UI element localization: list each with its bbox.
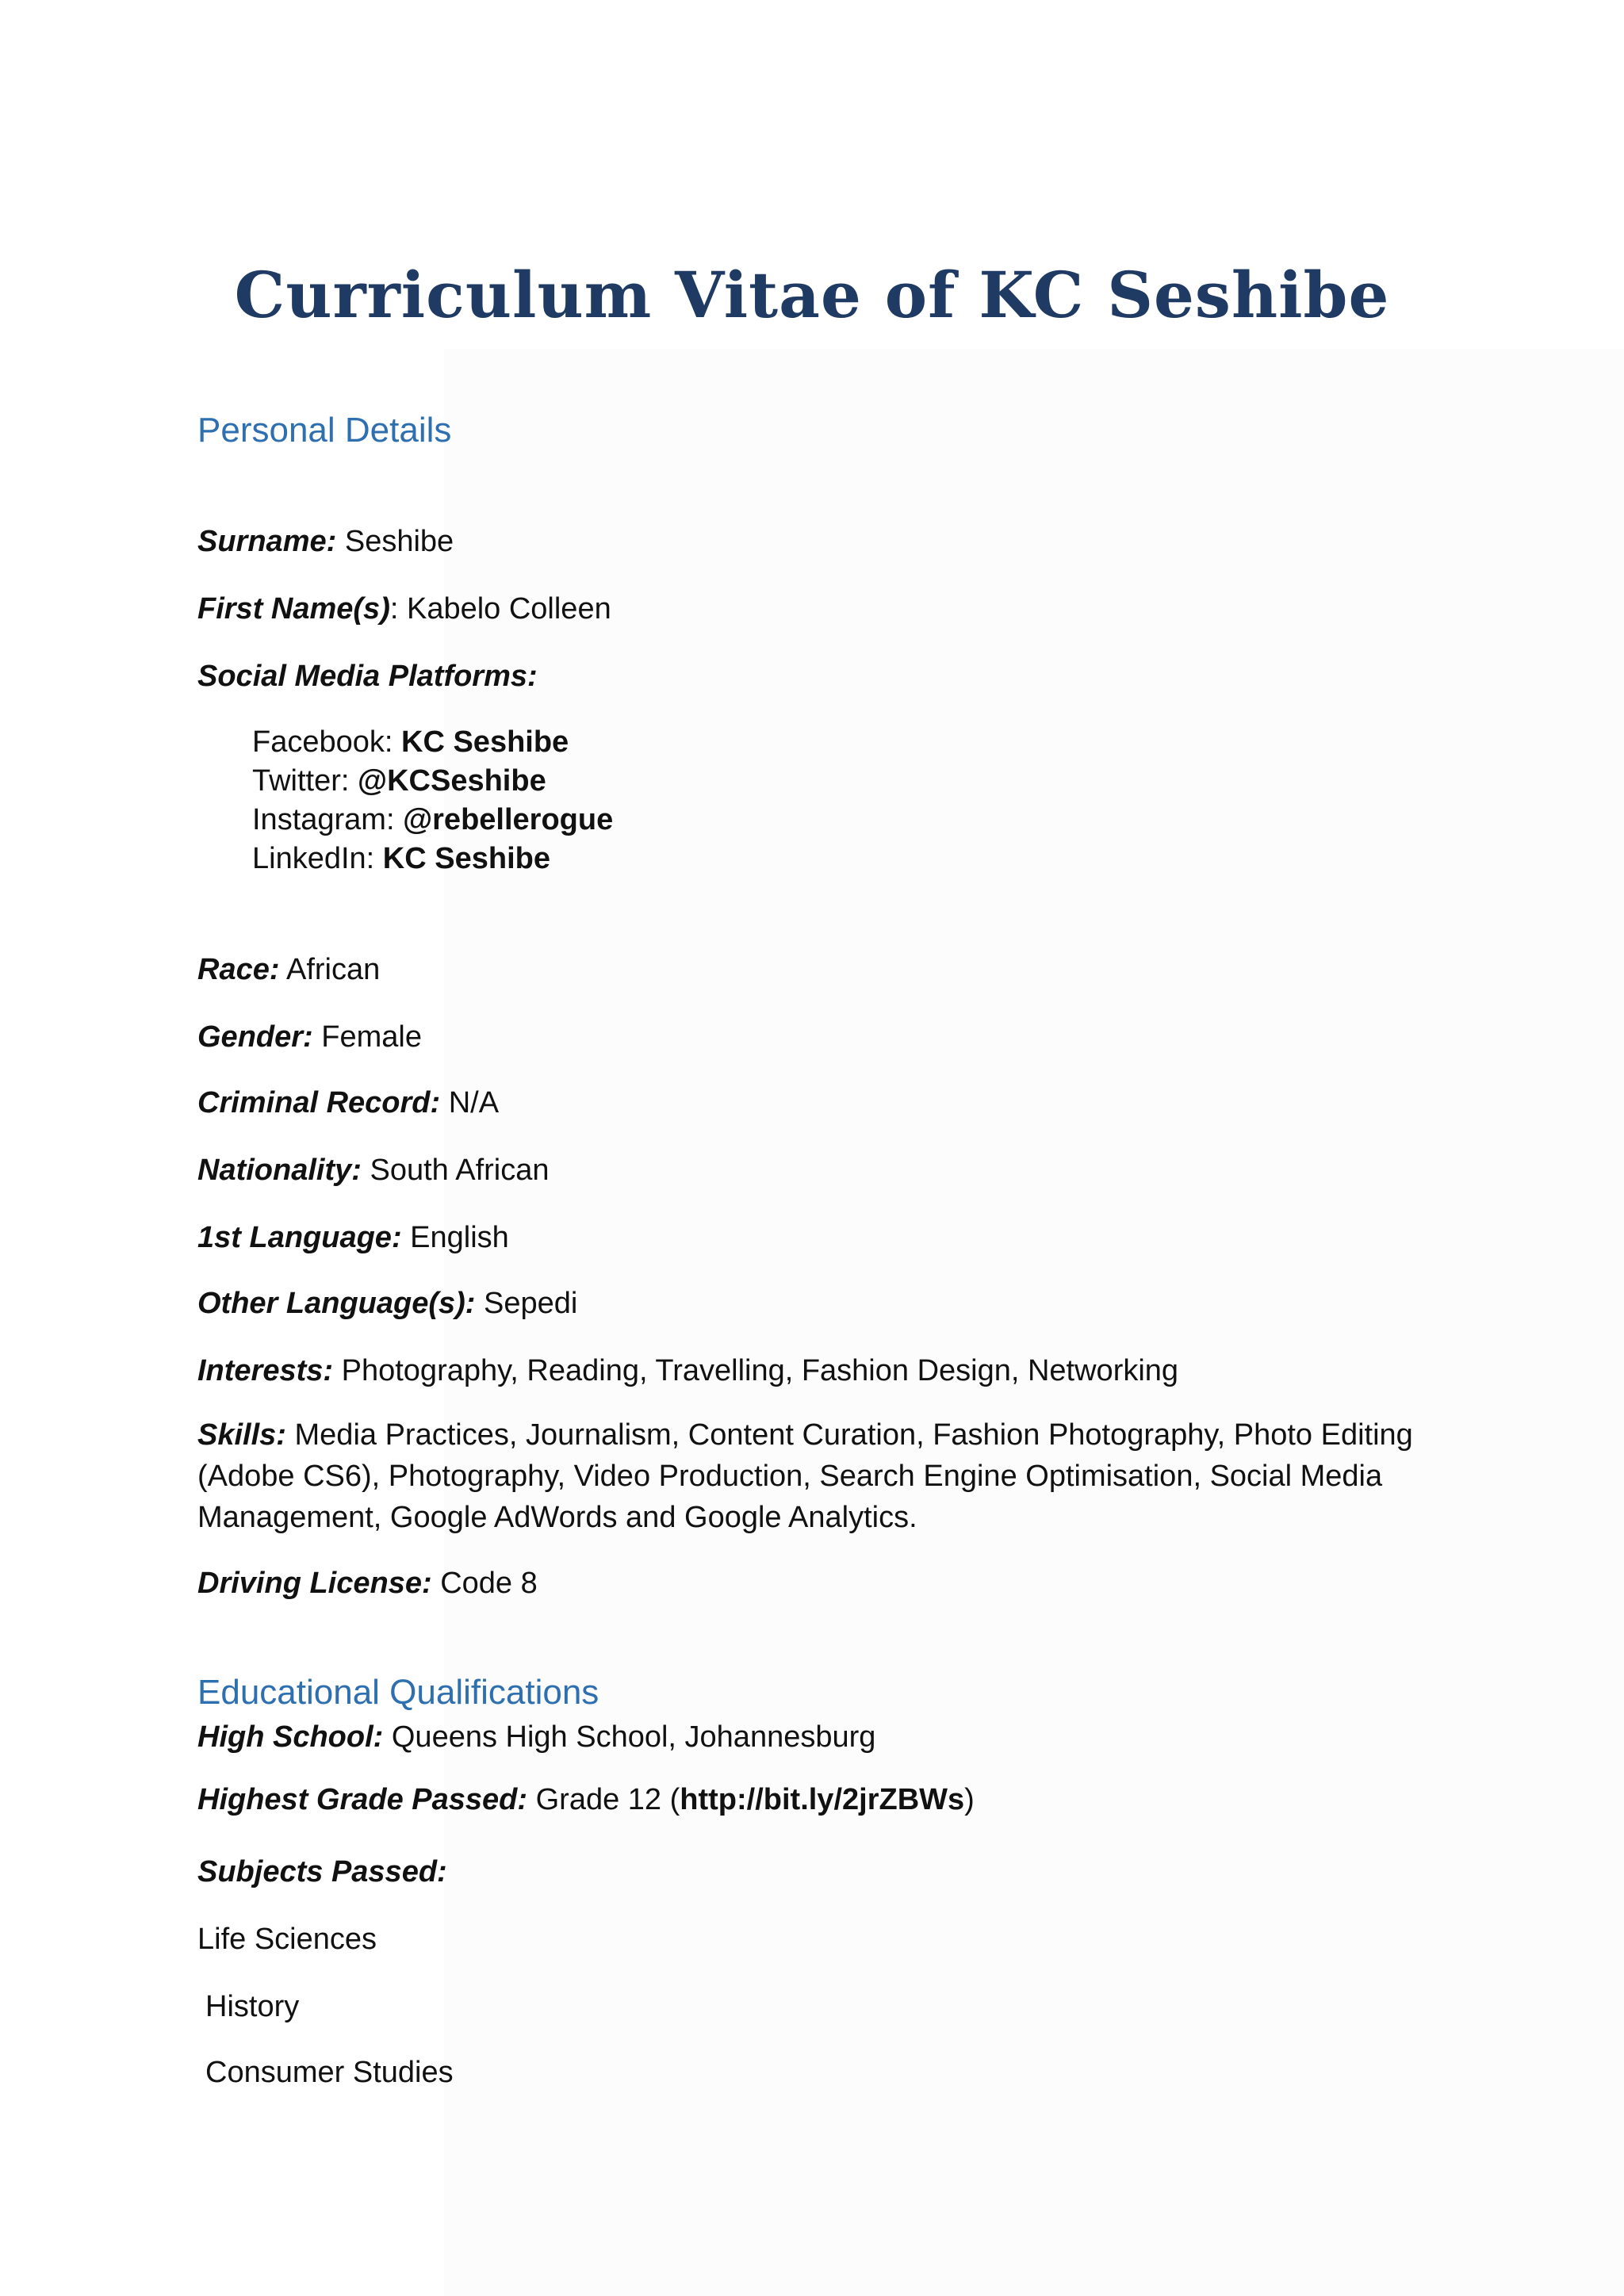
skills-value: Media Practices, Journalism, Content Curation, Fashion Photography, Photo Editing (Adobe CS6), Photography, Video Production, Search Engine Optimisation, Social Media Management, Google AdWords and Google Analytics. <box>197 1418 1413 1534</box>
first-language-label: 1st Language: <box>197 1221 402 1254</box>
social-platform: Facebook: <box>252 725 393 759</box>
nationality-row <box>197 1155 550 1185</box>
social-handle: KC Seshibe <box>382 842 550 875</box>
social-platform: Instagram: <box>252 803 395 836</box>
driving-license-row <box>197 1568 538 1598</box>
race-label: Race: <box>197 953 280 986</box>
skills-label: Skills: <box>197 1418 286 1452</box>
first-names-label: First Name(s) <box>197 592 390 626</box>
high-school-label: High School: <box>197 1720 384 1754</box>
gender-value: Female <box>321 1020 422 1054</box>
criminal-record-row <box>197 1088 499 1118</box>
nationality-label: Nationality: <box>197 1154 362 1187</box>
social-item-instagram <box>252 805 613 835</box>
criminal-record-value: N/A <box>448 1086 500 1119</box>
gender-label: Gender: <box>197 1020 313 1054</box>
driving-license-value: Code 8 <box>440 1567 538 1600</box>
social-item-facebook <box>252 727 569 757</box>
nationality-value: South African <box>370 1154 550 1187</box>
social-handle: KC Seshibe <box>401 725 569 759</box>
subject-item: Life Sciences <box>197 1923 377 1956</box>
interests-label: Interests: <box>197 1354 334 1387</box>
interests-row <box>197 1356 1178 1386</box>
race-value: African <box>285 953 381 986</box>
social-media-label-row <box>197 661 538 691</box>
high-school-row <box>197 1722 875 1752</box>
highest-grade-suffix: ) <box>964 1783 975 1816</box>
social-handle: @rebellerogue <box>403 803 614 836</box>
other-languages-value: Sepedi <box>484 1287 578 1320</box>
social-item-twitter <box>252 766 546 796</box>
social-handle: @KCSeshibe <box>358 764 546 798</box>
first-language-row <box>197 1223 509 1253</box>
skills-paragraph <box>197 1414 1427 1538</box>
page-background-shade <box>444 349 1624 2296</box>
race-row <box>197 955 380 985</box>
subject-item: History <box>205 1990 300 2023</box>
highest-grade-value: Grade 12 ( <box>535 1783 680 1816</box>
surname-label: Surname: <box>197 525 337 558</box>
results-link[interactable]: http://bit.ly/2jrZBWs <box>680 1783 965 1816</box>
first-names-value: Kabelo Colleen <box>406 592 611 626</box>
other-languages-label: Other Language(s): <box>197 1287 476 1320</box>
high-school-value: Queens High School, Johannesburg <box>391 1720 876 1754</box>
social-platform: Twitter: <box>252 764 350 798</box>
first-language-value: English <box>410 1221 509 1254</box>
driving-license-label: Driving License: <box>197 1567 432 1600</box>
subjects-label-row <box>197 1857 447 1887</box>
social-media-label: Social Media Platforms: <box>197 660 538 693</box>
personal-details-heading: Personal Details <box>197 411 452 450</box>
first-names-separator: : <box>389 592 399 626</box>
interests-value: Photography, Reading, Travelling, Fashion Design, Networking <box>341 1354 1179 1387</box>
social-platform: LinkedIn: <box>252 842 375 875</box>
highest-grade-row <box>197 1785 975 1815</box>
subjects-label: Subjects Passed: <box>197 1855 447 1888</box>
gender-row <box>197 1022 422 1052</box>
social-item-linkedin <box>252 844 550 874</box>
surname-value: Seshibe <box>344 525 454 558</box>
subject-item: Consumer Studies <box>205 2056 454 2089</box>
page-title: Curriculum Vitae of KC Seshibe <box>234 258 1390 332</box>
first-names-row <box>197 594 611 624</box>
criminal-record-label: Criminal Record: <box>197 1086 441 1119</box>
other-languages-row <box>197 1288 577 1318</box>
highest-grade-label: Highest Grade Passed: <box>197 1783 528 1816</box>
surname-row <box>197 526 454 557</box>
education-heading: Educational Qualifications <box>197 1673 599 1712</box>
